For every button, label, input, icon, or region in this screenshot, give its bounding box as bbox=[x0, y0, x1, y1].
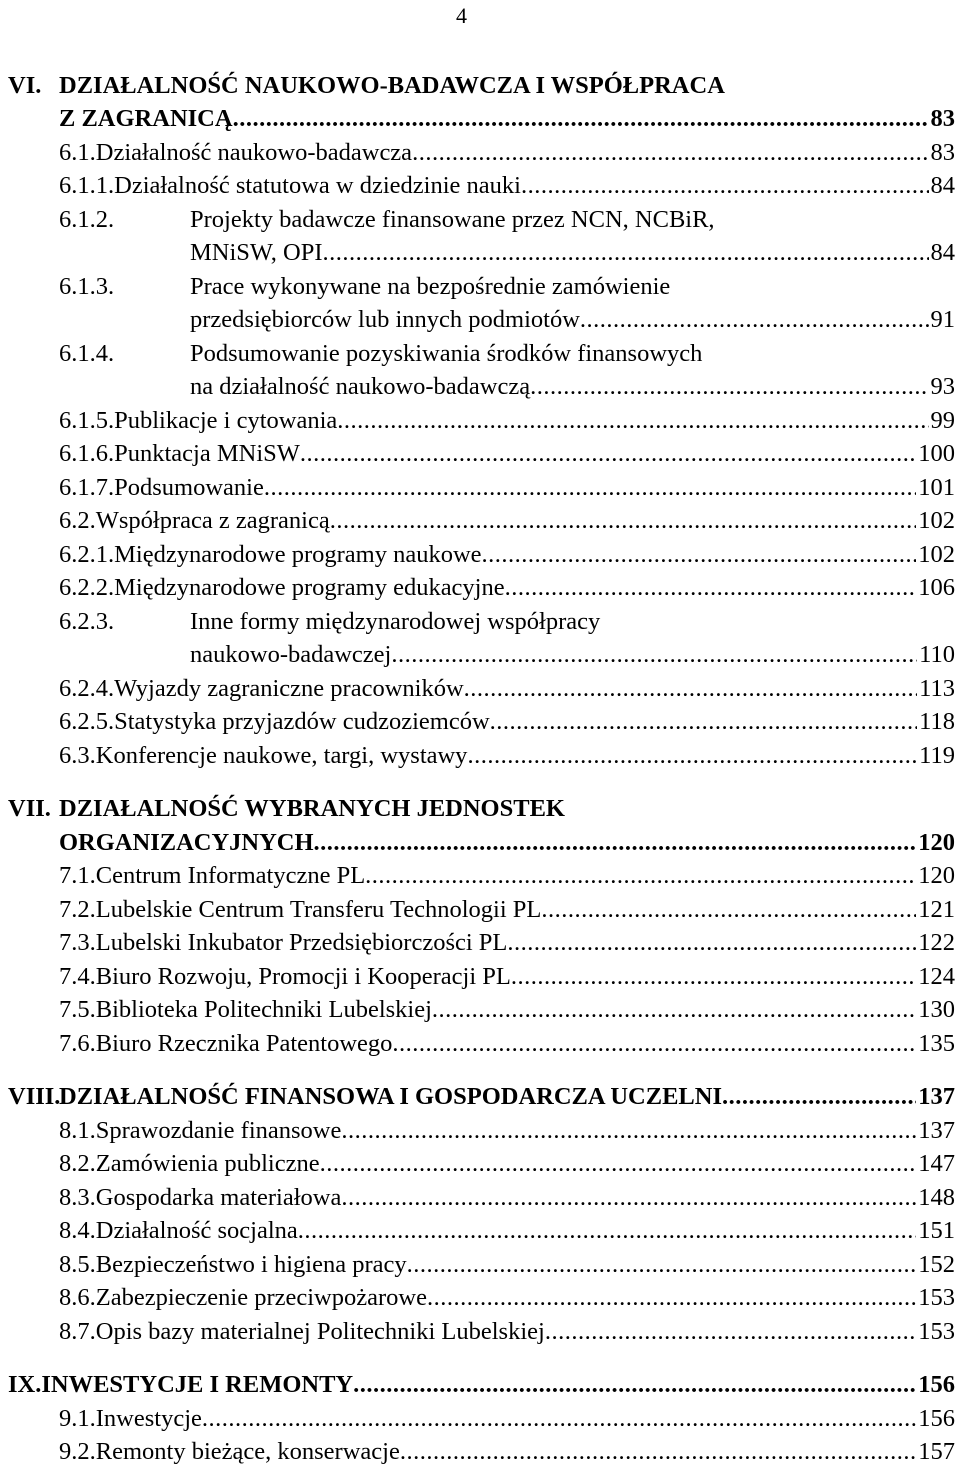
toc-entry-number: 7.6. bbox=[59, 1030, 96, 1057]
dot-leader bbox=[507, 926, 916, 960]
dot-leader bbox=[264, 471, 916, 505]
toc-entry-title: Opis bazy materialnej Politechniki Lubelskiej bbox=[95, 1318, 545, 1345]
toc-entry-title: Podsumowanie bbox=[114, 474, 264, 501]
toc-entry-page: 151 bbox=[918, 1217, 955, 1244]
dot-leader bbox=[490, 705, 917, 739]
toc-entry-page: 137 bbox=[918, 1083, 955, 1110]
toc-entry-title: MNiSW, OPI bbox=[190, 239, 323, 266]
toc-entry-title: na działalność naukowo-badawczą bbox=[190, 373, 531, 400]
toc-entry-page: 121 bbox=[918, 896, 955, 923]
toc-entry bbox=[59, 337, 955, 371]
toc-entry-page: 120 bbox=[918, 862, 955, 889]
toc-entry bbox=[59, 993, 955, 1027]
toc-entry-page: 119 bbox=[919, 742, 955, 769]
toc-entry bbox=[59, 1315, 955, 1349]
toc-entry bbox=[59, 1435, 955, 1469]
dot-leader bbox=[541, 893, 916, 927]
dot-leader bbox=[392, 1027, 916, 1061]
toc-entry bbox=[8, 1080, 955, 1114]
dot-leader bbox=[337, 404, 928, 438]
toc-entry-page: 91 bbox=[930, 306, 955, 333]
toc-entry-number: VIII. bbox=[8, 1083, 61, 1110]
toc-entry-page: 84 bbox=[930, 239, 955, 266]
toc-entry-page: 83 bbox=[930, 139, 955, 166]
toc-entry-number: IX. bbox=[8, 1371, 42, 1398]
toc-entry bbox=[59, 169, 955, 203]
dot-leader bbox=[391, 638, 917, 672]
toc-entry-number: 6.1.3. bbox=[59, 273, 115, 300]
toc-entry bbox=[59, 538, 955, 572]
toc-entry-title: Centrum Informatyczne PL bbox=[95, 862, 366, 889]
toc-entry-page: 147 bbox=[918, 1150, 955, 1177]
toc-entry-number: 7.2. bbox=[59, 896, 96, 923]
toc-entry-number: 6.1. bbox=[59, 139, 96, 166]
toc-entry-page: 99 bbox=[930, 407, 955, 434]
toc-entry-number: 9.1. bbox=[59, 1405, 96, 1432]
toc-entry-page: 101 bbox=[918, 474, 955, 501]
toc-entry bbox=[59, 1147, 955, 1181]
toc-entry bbox=[59, 270, 955, 304]
toc-entry bbox=[59, 404, 955, 438]
toc-entry-page: 148 bbox=[918, 1184, 955, 1211]
toc-entry bbox=[59, 1027, 955, 1061]
toc-entry-title: naukowo-badawczej bbox=[190, 641, 392, 668]
toc-entry-number: 8.4. bbox=[59, 1217, 96, 1244]
dot-leader bbox=[511, 960, 916, 994]
toc-entry bbox=[59, 893, 955, 927]
toc-entry-title: Bezpieczeństwo i higiena pracy bbox=[95, 1251, 407, 1278]
toc-entry-number: 6.2.2. bbox=[59, 574, 115, 601]
toc-entry-title: Sprawozdanie finansowe bbox=[95, 1117, 342, 1144]
dot-leader bbox=[300, 437, 916, 471]
toc-entry-title: Remonty bieżące, konserwacje bbox=[95, 1438, 400, 1465]
dot-leader bbox=[353, 1368, 916, 1402]
dot-leader bbox=[464, 672, 918, 706]
toc-entry-number: 6.2. bbox=[59, 507, 96, 534]
toc-entry-page: 152 bbox=[918, 1251, 955, 1278]
toc-entry bbox=[59, 571, 955, 605]
toc-entry bbox=[8, 69, 955, 103]
toc-entry-title: Lubelskie Centrum Transferu Technologii PL bbox=[95, 896, 542, 923]
toc-entry-title: ORGANIZACYJNYCH bbox=[59, 829, 314, 856]
toc-entry-page: 157 bbox=[918, 1438, 955, 1465]
toc-entry-title: Biuro Rozwoju, Promocji i Kooperacji PL bbox=[95, 963, 511, 990]
toc-entry-title: Działalność naukowo-badawcza bbox=[95, 139, 413, 166]
toc-entry bbox=[59, 437, 955, 471]
toc-entry-page: 130 bbox=[918, 996, 955, 1023]
toc-entry-page: 84 bbox=[930, 172, 955, 199]
toc-entry bbox=[59, 960, 955, 994]
toc-entry-number: VII. bbox=[8, 795, 51, 822]
toc-entry-number: 7.3. bbox=[59, 929, 96, 956]
toc-entry-number: 6.2.3. bbox=[59, 608, 115, 635]
dot-leader bbox=[341, 1181, 916, 1215]
toc-entry bbox=[59, 672, 955, 706]
dot-leader bbox=[412, 136, 928, 170]
toc-entry bbox=[59, 859, 955, 893]
toc-entry-page: 113 bbox=[919, 675, 955, 702]
toc-entry-number: VI. bbox=[8, 72, 42, 99]
toc-entry bbox=[59, 1214, 955, 1248]
dot-leader bbox=[530, 370, 928, 404]
toc-entry-title: Międzynarodowe programy naukowe bbox=[114, 541, 482, 568]
toc-entry bbox=[59, 605, 955, 639]
toc-entry-title: Współpraca z zagranicą bbox=[95, 507, 330, 534]
toc-entry-page: 93 bbox=[930, 373, 955, 400]
toc-entry-number: 7.5. bbox=[59, 996, 96, 1023]
toc-entry-title: Działalność socjalna bbox=[95, 1217, 298, 1244]
dot-leader bbox=[722, 1080, 916, 1114]
toc-entry-number: 6.1.1. bbox=[59, 172, 115, 199]
toc-entry bbox=[59, 1181, 955, 1215]
dot-leader bbox=[427, 1281, 916, 1315]
toc-entry-page: 156 bbox=[918, 1405, 955, 1432]
dot-leader bbox=[202, 1402, 916, 1436]
toc-entry-title: Lubelski Inkubator Przedsiębiorczości PL bbox=[95, 929, 508, 956]
toc-entry-number: 6.2.1. bbox=[59, 541, 115, 568]
toc-entry bbox=[59, 705, 955, 739]
toc-entry-page: 102 bbox=[918, 541, 955, 568]
dot-leader bbox=[545, 1315, 916, 1349]
toc-entry-page: 135 bbox=[918, 1030, 955, 1057]
toc-entry-number: 6.1.7. bbox=[59, 474, 115, 501]
toc-entry-title: Publikacje i cytowania bbox=[114, 407, 338, 434]
toc-entry-title: Wyjazdy zagraniczne pracowników bbox=[114, 675, 464, 702]
toc-entry-page: 124 bbox=[918, 963, 955, 990]
toc-entry-title: DZIAŁALNOŚĆ FINANSOWA I GOSPODARCZA UCZELNI bbox=[59, 1083, 722, 1110]
toc-entry-title: Gospodarka materiałowa bbox=[95, 1184, 342, 1211]
toc-entry-number: 6.1.6. bbox=[59, 440, 115, 467]
toc-entry-number: 7.1. bbox=[59, 862, 96, 889]
toc-entry-number: 7.4. bbox=[59, 963, 96, 990]
toc-entry bbox=[59, 926, 955, 960]
toc-entry-title: przedsiębiorców lub innych podmiotów bbox=[190, 306, 580, 333]
toc-entry bbox=[59, 102, 955, 136]
toc-entry-page: 156 bbox=[918, 1371, 955, 1398]
toc-entry-title: Prace wykonywane na bezpośrednie zamówienie bbox=[190, 273, 671, 300]
toc-entry-number: 6.1.5. bbox=[59, 407, 115, 434]
toc-entry bbox=[59, 1114, 955, 1148]
toc-entry bbox=[59, 739, 955, 773]
toc-entry-number: 8.6. bbox=[59, 1284, 96, 1311]
toc-entry-title: Międzynarodowe programy edukacyjne bbox=[114, 574, 505, 601]
toc-entry-page: 120 bbox=[918, 829, 955, 856]
toc-entry bbox=[59, 504, 955, 538]
toc-entry bbox=[190, 236, 955, 270]
toc-entry-title: Projekty badawcze finansowane przez NCN, NCBiR, bbox=[190, 206, 715, 233]
toc-entry-page: 153 bbox=[918, 1318, 955, 1345]
toc-entry-number: 6.1.4. bbox=[59, 340, 115, 367]
toc-entry bbox=[59, 136, 955, 170]
toc-entry-title: Zabezpieczenie przeciwpożarowe bbox=[95, 1284, 427, 1311]
toc-entry-page: 118 bbox=[919, 708, 955, 735]
toc-entry-page: 122 bbox=[918, 929, 955, 956]
toc-entry-title: Działalność statutowa w dziedzinie nauki bbox=[114, 172, 521, 199]
dot-leader bbox=[505, 571, 917, 605]
dot-leader bbox=[580, 303, 929, 337]
toc-entry-number: 8.3. bbox=[59, 1184, 96, 1211]
toc-entry-title: Z ZAGRANICĄ bbox=[59, 105, 233, 132]
toc-entry-title: Podsumowanie pozyskiwania środków finansowych bbox=[190, 340, 703, 367]
dot-leader bbox=[341, 1114, 916, 1148]
toc-entry-number: 8.5. bbox=[59, 1251, 96, 1278]
toc-entry bbox=[190, 303, 955, 337]
dot-leader bbox=[365, 859, 916, 893]
toc-entry-number: 8.7. bbox=[59, 1318, 96, 1345]
toc-entry-number: 6.1.2. bbox=[59, 206, 115, 233]
dot-leader bbox=[323, 236, 929, 270]
toc-entry bbox=[190, 638, 955, 672]
toc-entry-title: INWESTYCJE I REMONTY bbox=[41, 1371, 354, 1398]
page-number: 4 bbox=[456, 3, 467, 28]
toc-entry-title: DZIAŁALNOŚĆ WYBRANYCH JEDNOSTEK bbox=[59, 795, 565, 822]
toc-entry-title: Inwestycje bbox=[95, 1405, 202, 1432]
toc-entry-number: 6.2.5. bbox=[59, 708, 115, 735]
dot-leader bbox=[482, 538, 917, 572]
toc-entry-title: Punktacja MNiSW bbox=[114, 440, 300, 467]
toc-entry bbox=[59, 203, 955, 237]
dot-leader bbox=[432, 993, 916, 1027]
toc-entry-number: 6.3. bbox=[59, 742, 96, 769]
toc-entry bbox=[8, 1368, 955, 1402]
toc-entry bbox=[59, 471, 955, 505]
toc-entry-number: 8.2. bbox=[59, 1150, 96, 1177]
toc-entry-page: 153 bbox=[918, 1284, 955, 1311]
toc-entry-title: Biblioteka Politechniki Lubelskiej bbox=[95, 996, 432, 1023]
toc-entry bbox=[190, 370, 955, 404]
toc-entry-page: 106 bbox=[918, 574, 955, 601]
dot-leader bbox=[400, 1435, 916, 1469]
toc-entry bbox=[8, 792, 955, 826]
toc-entry-title: Inne formy międzynarodowej współpracy bbox=[190, 608, 601, 635]
dot-leader bbox=[314, 826, 917, 860]
toc-entry-page: 137 bbox=[918, 1117, 955, 1144]
toc-entry bbox=[59, 826, 955, 860]
toc-entry-number: 9.2. bbox=[59, 1438, 96, 1465]
toc-entry-number: 6.2.4. bbox=[59, 675, 115, 702]
dot-leader bbox=[407, 1248, 917, 1282]
toc-entry-title: Statystyka przyjazdów cudzoziemców bbox=[114, 708, 490, 735]
dot-leader bbox=[233, 102, 929, 136]
toc-entry-number: 8.1. bbox=[59, 1117, 96, 1144]
dot-leader bbox=[320, 1147, 917, 1181]
toc-entry-title: Zamówienia publiczne bbox=[95, 1150, 320, 1177]
toc-entry-page: 100 bbox=[918, 440, 955, 467]
dot-leader bbox=[330, 504, 917, 538]
toc-entry-title: Konferencje naukowe, targi, wystawy bbox=[95, 742, 468, 769]
dot-leader bbox=[298, 1214, 916, 1248]
toc-entry bbox=[59, 1248, 955, 1282]
toc-entry-page: 102 bbox=[918, 507, 955, 534]
dot-leader bbox=[467, 739, 917, 773]
dot-leader bbox=[521, 169, 929, 203]
toc-entry-page: 83 bbox=[930, 105, 955, 132]
toc-entry-title: DZIAŁALNOŚĆ NAUKOWO-BADAWCZA I WSPÓŁPRACA bbox=[59, 72, 725, 99]
toc-entry bbox=[59, 1281, 955, 1315]
toc-entry-page: 110 bbox=[919, 641, 955, 668]
toc-entry-title: Biuro Rzecznika Patentowego bbox=[95, 1030, 393, 1057]
toc-entry bbox=[59, 1402, 955, 1436]
